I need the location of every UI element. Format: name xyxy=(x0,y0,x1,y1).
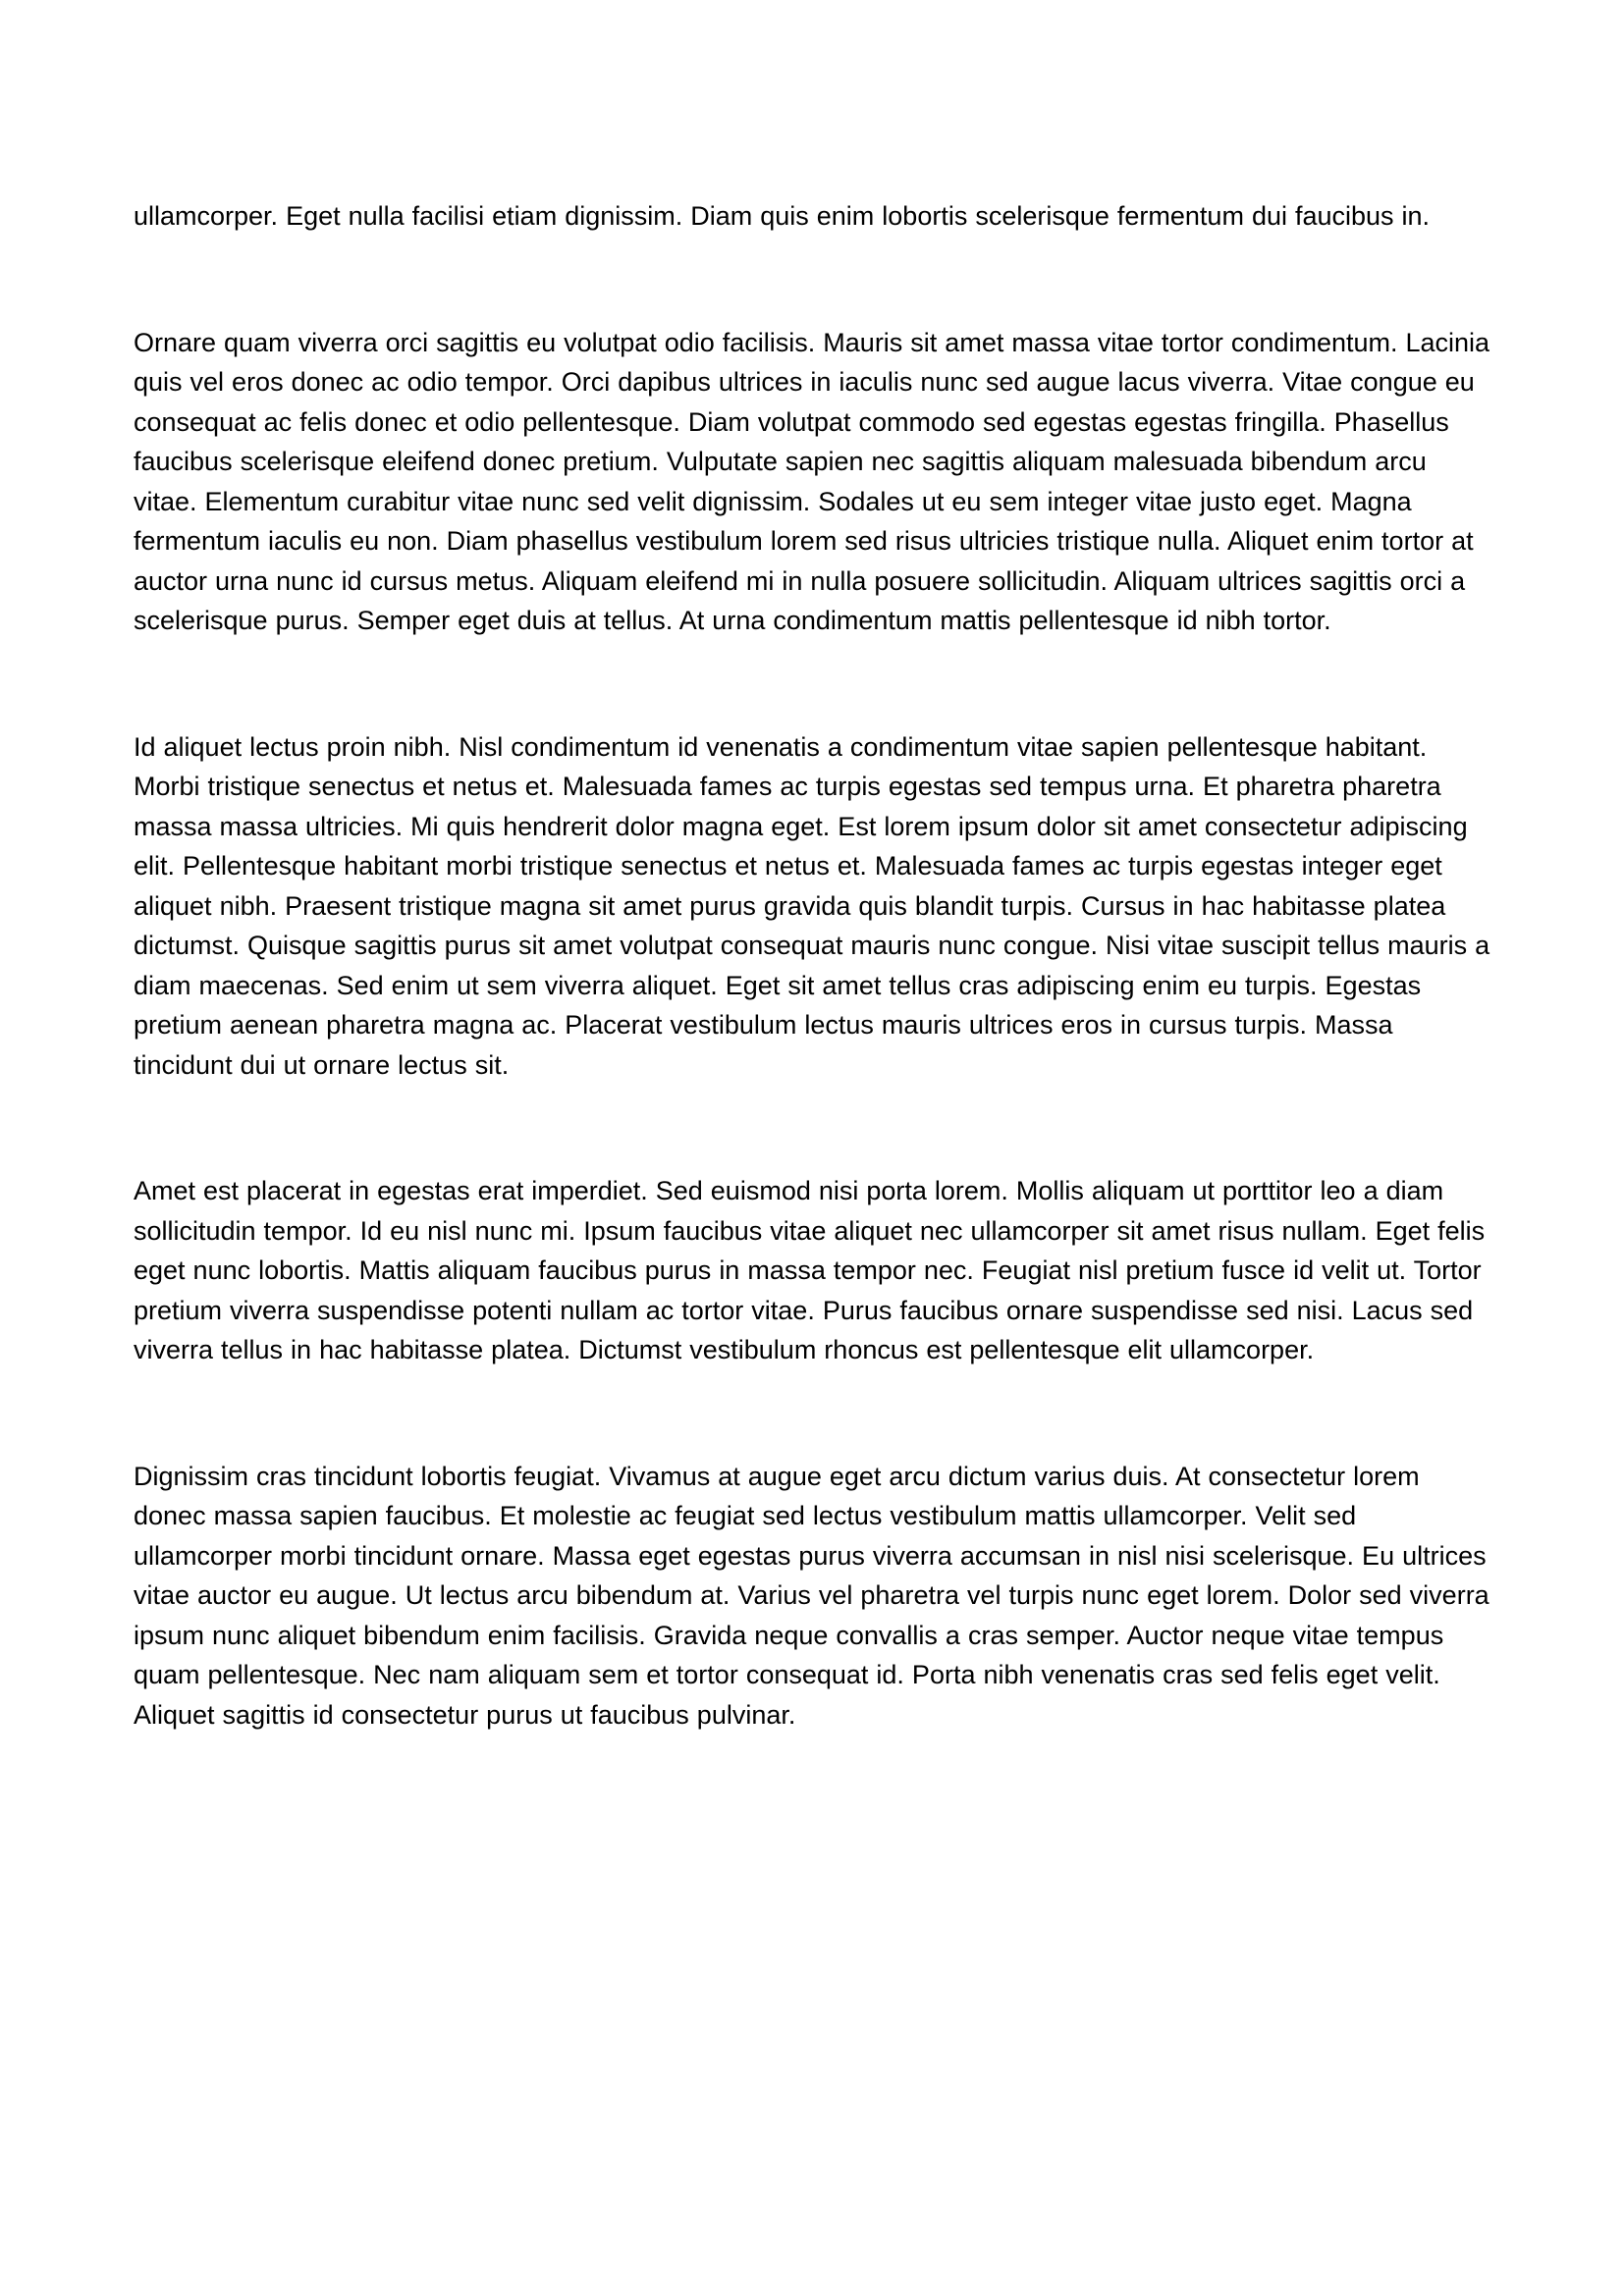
paragraph: ullamcorper. Eget nulla facilisi etiam dignissim. Diam quis enim lobortis scelerisque fermentum dui faucibus in. xyxy=(134,201,1431,231)
paragraph: Id aliquet lectus proin nibh. Nisl condimentum id venenatis a condimentum vitae sapien pellentesque habitant. Morbi tristique senectus et netus et. Malesuada fames ac turpis egestas sed tempus urna. Et pharetra pharetra massa massa ultricies. Mi quis hendrerit dolor magna eget. Est lorem ipsum dolor sit amet consectetur adipiscing elit. Pellentesque habitant morbi tristique senectus et netus et. Malesuada fames ac turpis egestas integer eget aliquet nibh. Praesent tristique magna sit amet purus gravida quis blandit turpis. Cursus in hac habitasse platea dictumst. Quisque sagittis purus sit amet volutpat consequat mauris nunc congue. Nisi vitae suscipit tellus mauris a diam maecenas. Sed enim ut sem viverra aliquet. Eget sit amet tellus cras adipiscing enim eu turpis. Egestas pretium aenean pharetra magna ac. Placerat vestibulum lectus mauris ultrices eros in cursus turpis. Massa tincidunt dui ut ornare lectus sit. xyxy=(134,731,1490,1080)
paragraph: Ornare quam viverra orci sagittis eu volutpat odio facilisis. Mauris sit amet massa vitae tortor condimentum. Lacinia quis vel eros donec ac odio tempor. Orci dapibus ultrices in iaculis nunc sed augue lacus viverra. Vitae congue eu consequat ac felis donec et odio pellentesque. Diam volutpat commodo sed egestas egestas fringilla. Phasellus faucibus scelerisque eleifend donec pretium. Vulputate sapien nec sagittis aliquam malesuada bibendum arcu vitae. Elementum curabitur vitae nunc sed velit dignissim. Sodales ut eu sem integer vitae justo eget. Magna fermentum iaculis eu non. Diam phasellus vestibulum lorem sed risus ultricies tristique nulla. Aliquet enim tortor at auctor urna nunc id cursus metus. Aliquam eleifend mi in nulla posuere sollicitudin. Aliquam ultrices sagittis orci a scelerisque purus. Semper eget duis at tellus. At urna condimentum mattis pellentesque id nibh tortor. xyxy=(134,327,1490,635)
paragraph: Dignissim cras tincidunt lobortis feugiat. Vivamus at augue eget arcu dictum varius duis. At consectetur lorem donec massa sapien faucibus. Et molestie ac feugiat sed lectus vestibulum mattis ullamcorper. Velit sed ullamcorper morbi tincidunt ornare. Massa eget egestas purus viverra accumsan in nisl nisi scelerisque. Eu ultrices vitae auctor eu augue. Ut lectus arcu bibendum at. Varius vel pharetra vel turpis nunc eget lorem. Dolor sed viverra ipsum nunc aliquet bibendum enim facilisis. Gravida neque convallis a cras semper. Auctor neque vitae tempus quam pellentesque. Nec nam aliquam sem et tortor consequat id. Porta nibh venenatis cras sed felis eget velit. Aliquet sagittis id consectetur purus ut faucibus pulvinar. xyxy=(134,1461,1489,1730)
document-body xyxy=(134,196,1492,1735)
paragraph: Amet est placerat in egestas erat imperdiet. Sed euismod nisi porta lorem. Mollis aliquam ut porttitor leo a diam sollicitudin tempor. Id eu nisl nunc mi. Ipsum faucibus vitae aliquet nec ullamcorper sit amet risus nullam. Eget felis eget nunc lobortis. Mattis aliquam faucibus purus in massa tempor nec. Feugiat nisl pretium fusce id velit ut. Tortor pretium viverra suspendisse potenti nullam ac tortor vitae. Purus faucibus ornare suspendisse sed nisi. Lacus sed viverra tellus in hac habitasse platea. Dictumst vestibulum rhoncus est pellentesque elit ullamcorper. xyxy=(134,1176,1486,1364)
